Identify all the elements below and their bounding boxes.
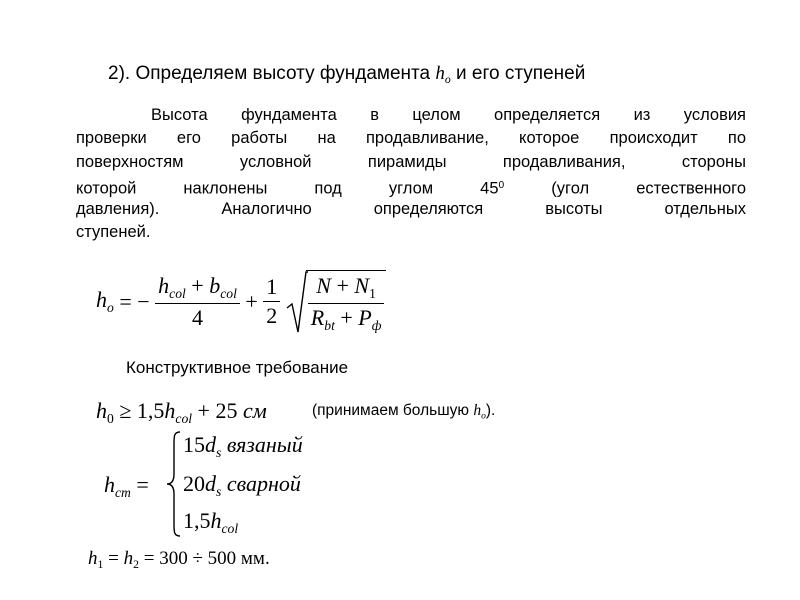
fraction-1-numerator xyxy=(155,273,240,302)
case2-coef: 20 xyxy=(183,471,205,496)
sqrt-n: N xyxy=(316,273,331,298)
frac1-plus: + xyxy=(185,272,210,298)
case2-sub: s xyxy=(216,483,222,499)
paragraph-line-2: проверки его работы на продавливание, которое происходит по xyxy=(76,129,746,148)
sqrt-n1: N xyxy=(354,273,370,298)
case1-coef: 15 xyxy=(183,432,205,457)
sqrt-num-plus: + xyxy=(330,273,355,298)
h1-base: h xyxy=(88,548,98,569)
sqrt-p-sub: ф xyxy=(371,317,382,333)
formula1-plus: + xyxy=(239,288,264,314)
case3-var: h xyxy=(210,508,222,533)
heights-value: = 300 ÷ 500 мм. xyxy=(139,548,270,569)
formula1-lhs xyxy=(96,287,114,316)
sqrt-n1-sub: 1 xyxy=(369,285,376,301)
paragraph-line-4-tail: (угол естественного xyxy=(504,179,746,198)
formula1-equals-minus: = − xyxy=(113,288,150,314)
formula3-equals: = xyxy=(130,472,149,497)
frac1-b: b xyxy=(209,272,221,298)
h2-sub: 2 xyxy=(133,558,139,572)
sqrt-overline xyxy=(306,270,387,334)
sqrt-fraction-bar xyxy=(308,303,385,304)
sqrt-radical-icon xyxy=(286,270,308,334)
fraction-1-bar xyxy=(155,303,240,304)
note-var-base: h xyxy=(473,402,482,419)
frac1-h-sub: col xyxy=(169,285,186,301)
step-heights-line xyxy=(88,548,270,572)
note-prefix: (принимаем большую xyxy=(312,402,474,419)
formula2-relation: ≥ 1,5 xyxy=(113,398,165,423)
formula2-tail: + 25 xyxy=(192,398,243,423)
sqrt-r-sub: bt xyxy=(324,317,335,333)
formula1-lhs-sub: o xyxy=(107,300,114,316)
formula-foundation-height xyxy=(96,270,386,334)
sqrt-den-plus: + xyxy=(334,304,359,330)
note-suffix: ). xyxy=(485,402,496,419)
formula2-h-sub: col xyxy=(175,410,193,426)
formula-min-height xyxy=(96,398,267,427)
frac1-b-sub: col xyxy=(220,285,237,301)
sqrt-p: P xyxy=(358,304,372,330)
fraction-1-denominator: 4 xyxy=(192,304,203,330)
formula1-sqrt xyxy=(286,270,387,334)
formula1-lhs-base: h xyxy=(96,287,107,313)
case3-sub: col xyxy=(221,520,239,536)
frac1-h: h xyxy=(158,272,170,298)
case2-var: d xyxy=(205,471,216,496)
formula-step-height-lhs xyxy=(104,472,149,501)
sqrt-numerator xyxy=(308,273,385,302)
paragraph-line-5: давления). Аналогично определяются высоты отдельных xyxy=(76,199,746,218)
formula2-lhs-base: h xyxy=(96,398,107,423)
sqrt-denominator xyxy=(308,305,385,334)
heading-var-base: h xyxy=(435,63,445,84)
heading-var-sub: o xyxy=(444,73,451,87)
formula1-fraction-1 xyxy=(155,273,240,331)
sqrt-r: R xyxy=(310,304,325,330)
case1-sub: s xyxy=(216,444,222,460)
formula2-lhs-sub: 0 xyxy=(107,410,114,426)
paragraph-line-6: ступеней. xyxy=(76,222,151,241)
case2-word: сварной xyxy=(221,471,301,496)
formula1-fraction-2 xyxy=(263,274,280,329)
h1-sub: 1 xyxy=(97,558,104,572)
take-larger-note xyxy=(312,402,495,421)
heading-prefix: 2). Определяем высоту фундамента xyxy=(108,63,436,84)
body-paragraph xyxy=(76,104,746,244)
paragraph-line-4 xyxy=(76,174,746,197)
h2-base: h xyxy=(123,548,134,569)
paragraph-line-4-text: которой наклонены под углом 45 xyxy=(76,179,499,198)
formula2-h: h xyxy=(164,398,176,423)
case1-var: d xyxy=(205,432,216,457)
case-tied xyxy=(183,432,303,461)
fraction-2-bar xyxy=(263,301,280,302)
fraction-2-numerator: 1 xyxy=(266,274,278,300)
section-heading xyxy=(108,63,585,87)
paragraph-line-3: поверхностям условной пирамиды продавливания, стороны xyxy=(76,152,746,171)
note-var-sub: o xyxy=(481,410,486,422)
case1-word: вязаный xyxy=(221,432,303,457)
constructive-requirement-label: Конструктивное требование xyxy=(126,358,349,377)
case-column xyxy=(183,508,238,537)
left-brace-icon xyxy=(166,430,182,538)
heading-suffix: и его ступеней xyxy=(450,63,586,84)
formula3-lhs-sub: ст xyxy=(115,484,131,500)
heading-variable xyxy=(435,63,451,87)
case3-coef: 1,5 xyxy=(183,508,211,533)
formula2-unit: см xyxy=(242,398,267,423)
angle-degree-sup: 0 xyxy=(498,180,505,192)
formula3-lhs-base: h xyxy=(104,472,115,497)
case-welded xyxy=(183,471,301,500)
fraction-2-denominator: 2 xyxy=(266,303,278,329)
h1-equals: = xyxy=(103,548,124,569)
paragraph-line-1: Высота фундамента в целом определяется из условия xyxy=(151,106,746,124)
sqrt-fraction xyxy=(308,273,385,334)
